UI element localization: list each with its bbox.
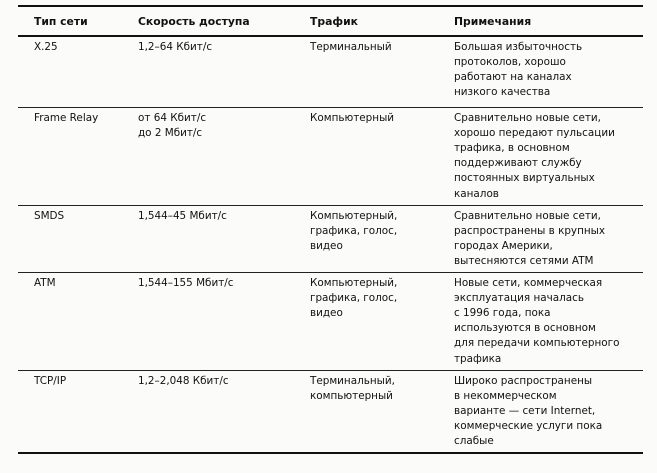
- notes-line: для передачи компьютерного: [454, 337, 620, 350]
- speed-line: от 64 Кбит/с: [138, 112, 207, 125]
- cell-traffic: [294, 205, 438, 272]
- notes-line: распространены в крупных: [454, 224, 606, 237]
- notes-line: в некоммерческом: [454, 389, 557, 402]
- table-row-x25: [18, 36, 643, 108]
- speed-line: 1,2–64 Кбит/с: [138, 41, 213, 54]
- cell-network-type: TCP/IP: [18, 370, 122, 453]
- cell-network-type: Frame Relay: [18, 108, 122, 206]
- traffic-line: Терминальный,: [310, 374, 395, 387]
- notes-line: протоколов, хорошо: [454, 56, 566, 69]
- cell-notes: [438, 370, 643, 453]
- cell-notes: [438, 108, 643, 206]
- cell-notes: [438, 273, 643, 371]
- cell-network-type: X.25: [18, 36, 122, 108]
- cell-access-speed: [122, 205, 294, 272]
- notes-line: варианте — сети Internet,: [454, 404, 596, 417]
- notes-line: эксплуатация началась: [454, 292, 584, 305]
- notes-line: городах Америки,: [454, 239, 553, 252]
- traffic-line: видео: [310, 239, 343, 252]
- notes-line: Сравнительно новые сети,: [454, 209, 601, 222]
- table-row-tcp-ip: [18, 370, 643, 453]
- cell-notes: [438, 205, 643, 272]
- traffic-line: Терминальный: [310, 41, 392, 54]
- notes-line: коммерческие услуги пока: [454, 419, 603, 432]
- table-row-atm: [18, 273, 643, 371]
- notes-line: работают на каналах: [454, 71, 572, 84]
- traffic-line: Компьютерный,: [310, 209, 398, 222]
- traffic-line: компьютерный: [310, 389, 393, 402]
- cell-access-speed: [122, 370, 294, 453]
- cell-access-speed: [122, 108, 294, 206]
- traffic-line: видео: [310, 307, 343, 320]
- notes-line: слабые: [454, 434, 494, 447]
- notes-line: хорошо передают пульсации: [454, 127, 615, 140]
- traffic-line: Компьютерный: [310, 112, 395, 125]
- column-header-notes: Примечания: [438, 6, 643, 36]
- notes-line: вытесняются сетями ATM: [454, 254, 594, 267]
- notes-line: Большая избыточность: [454, 41, 583, 54]
- table-header-row: [18, 6, 643, 36]
- notes-line: трафика, в основном: [454, 142, 570, 155]
- cell-traffic: [294, 370, 438, 453]
- table-row-smds: [18, 205, 643, 272]
- notes-line: с 1996 года, пока: [454, 307, 551, 320]
- cell-access-speed: [122, 273, 294, 371]
- cell-traffic: [294, 273, 438, 371]
- traffic-line: графика, голос,: [310, 292, 398, 305]
- speed-line: 1,544–45 Мбит/с: [138, 209, 227, 222]
- notes-line: Сравнительно новые сети,: [454, 112, 601, 125]
- table-row-frame-relay: [18, 108, 643, 206]
- notes-line: каналов: [454, 187, 499, 200]
- speed-line: 1,2–2,048 Кбит/с: [138, 374, 229, 387]
- cell-network-type: SMDS: [18, 205, 122, 272]
- cell-traffic: [294, 108, 438, 206]
- traffic-line: графика, голос,: [310, 224, 398, 237]
- speed-line: 1,544–155 Мбит/с: [138, 277, 234, 290]
- cell-notes: [438, 36, 643, 108]
- column-header-type: Тип сети: [18, 6, 122, 36]
- speed-line: до 2 Мбит/с: [138, 127, 203, 140]
- network-comparison-table: [18, 5, 643, 454]
- notes-line: Новые сети, коммерческая: [454, 277, 603, 290]
- cell-traffic: [294, 36, 438, 108]
- notes-line: поддерживают службу: [454, 157, 582, 170]
- traffic-line: Компьютерный,: [310, 277, 398, 290]
- notes-line: трафика: [454, 352, 502, 365]
- cell-access-speed: [122, 36, 294, 108]
- cell-network-type: ATM: [18, 273, 122, 371]
- notes-line: низкого качества: [454, 86, 551, 99]
- column-header-traffic: Трафик: [294, 6, 438, 36]
- notes-line: постоянных виртуальных: [454, 172, 595, 185]
- column-header-speed: Скорость доступа: [122, 6, 294, 36]
- notes-line: Широко распространены: [454, 374, 593, 387]
- notes-line: используются в основном: [454, 322, 596, 335]
